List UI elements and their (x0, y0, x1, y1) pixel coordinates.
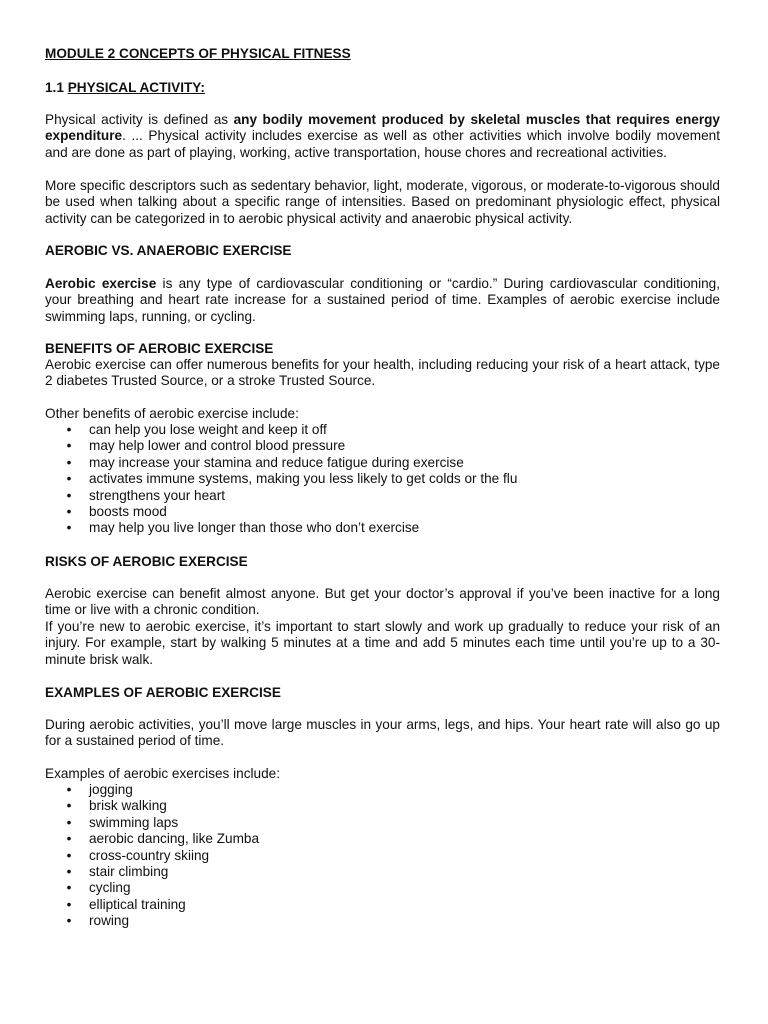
module-title: MODULE 2 CONCEPTS OF PHYSICAL FITNESS (45, 46, 351, 61)
bullet-icon: • (66, 503, 72, 519)
list-item-text: may increase your stamina and reduce fatigue during exercise (89, 454, 464, 470)
benefits-list (45, 422, 720, 537)
list-item (45, 913, 720, 929)
list-item (45, 438, 720, 454)
heading-aerobic-vs-anaerobic: AEROBIC VS. ANAEROBIC EXERCISE (45, 243, 292, 258)
list-item-text: jogging (89, 782, 133, 797)
bullet-icon: • (66, 863, 72, 879)
list-item (45, 782, 720, 798)
list-item (45, 864, 720, 880)
paragraph-risks-approval: Aerobic exercise can benefit almost anyone. But get your doctor’s approval if you’ve been inactive for a long time or live with a chronic condition. (45, 586, 720, 618)
section-number: 1.1 (45, 80, 68, 95)
paragraph-aerobic-definition (45, 276, 720, 325)
bullet-icon: • (66, 831, 72, 847)
list-item (45, 520, 720, 536)
list-item-text: may help you live longer than those who don’t exercise (89, 520, 420, 536)
paragraph-examples-intro: During aerobic activities, you’ll move large muscles in your arms, legs, and hips. Your heart rate will also go up for a sustained period of time. (45, 717, 720, 749)
list-item-text: cross-country skiing (89, 847, 210, 863)
list-item (45, 471, 720, 487)
section-label: PHYSICAL ACTIVITY: (67, 80, 205, 95)
paragraph-definition (45, 112, 720, 161)
list-item-text: elliptical training (89, 896, 186, 912)
list-item-text: activates immune systems, making you less likely to get colds or the flu (89, 471, 518, 487)
definition-bold: any bodily movement produced by skeletal muscles that requires energy expenditure (45, 112, 720, 144)
paragraph-examples-list-intro: Examples of aerobic exercises include: (45, 766, 280, 781)
bullet-icon: • (66, 471, 72, 487)
paragraph-risks-start-slowly: If you’re new to aerobic exercise, it’s important to start slowly and work up gradually to reduce your risk of an injury. For example, start by walking 5 minutes at a time and add 5 minutes each time until you’re up to a 30-minute brisk walk. (45, 619, 720, 667)
list-item (45, 815, 720, 831)
bullet-icon: • (66, 798, 72, 814)
bullet-icon: • (66, 814, 72, 830)
list-item-text: strengthens your heart (89, 487, 226, 503)
bullet-icon: • (66, 896, 72, 912)
list-item (45, 422, 720, 438)
heading-risks: RISKS OF AEROBIC EXERCISE (45, 554, 248, 569)
paragraph-other-benefits: Other benefits of aerobic exercise include: (45, 406, 299, 421)
bullet-icon: • (66, 782, 72, 797)
bullet-icon: • (66, 847, 72, 863)
definition-intro: Physical activity is defined as (45, 112, 234, 127)
aerobic-term: Aerobic exercise (45, 276, 157, 291)
heading-examples: EXAMPLES OF AEROBIC EXERCISE (45, 685, 281, 700)
definition-rest: . ... Physical activity includes exercise as well as other activities which involve bodily movement and are done as part of playing, working, active transportation, house chores and recreational activities. (45, 128, 720, 160)
bullet-icon: • (66, 422, 72, 437)
list-item-text: may help lower and control blood pressure (89, 438, 346, 454)
list-item (45, 798, 720, 814)
examples-list (45, 782, 720, 930)
bullet-icon: • (66, 438, 72, 454)
list-item-text: swimming laps (89, 814, 179, 830)
list-item-text: rowing (89, 913, 130, 929)
list-item (45, 455, 720, 471)
bullet-icon: • (66, 454, 72, 470)
list-item (45, 880, 720, 896)
aerobic-description: is any type of cardiovascular conditioning or “cardio.” During cardiovascular conditioning, your breathing and heart rate increase for a sustained period of time. Examples of aerobic exercise include swimming laps, running, or cycling. (45, 276, 720, 324)
paragraph-descriptors: More specific descriptors such as sedentary behavior, light, moderate, vigorous, or moderate-to-vigorous should be used when talking about a specific range of intensities. Based on predominant physiologic effect, physical activity can be categorized in to aerobic physical activity and anaerobic physical activity. (45, 178, 720, 226)
list-item (45, 831, 720, 847)
list-item (45, 897, 720, 913)
bullet-icon: • (66, 487, 72, 503)
list-item-text: brisk walking (89, 798, 167, 814)
list-item-text: aerobic dancing, like Zumba (89, 831, 260, 847)
list-item (45, 848, 720, 864)
section-heading-physical-activity (45, 80, 720, 96)
list-item-text: can help you lose weight and keep it off (89, 422, 327, 437)
heading-benefits: BENEFITS OF AEROBIC EXERCISE (45, 341, 274, 356)
paragraph-benefits-intro: Aerobic exercise can offer numerous benefits for your health, including reducing your risk of a heart attack, type 2 diabetes Trusted Source, or a stroke Trusted Source. (45, 357, 720, 389)
list-item-text: cycling (89, 880, 131, 896)
bullet-icon: • (66, 880, 72, 896)
list-item-text: boosts mood (89, 503, 167, 519)
bullet-icon: • (66, 520, 72, 536)
bullet-icon: • (66, 913, 72, 929)
list-item (45, 504, 720, 520)
list-item-text: stair climbing (89, 863, 169, 879)
list-item (45, 488, 720, 504)
